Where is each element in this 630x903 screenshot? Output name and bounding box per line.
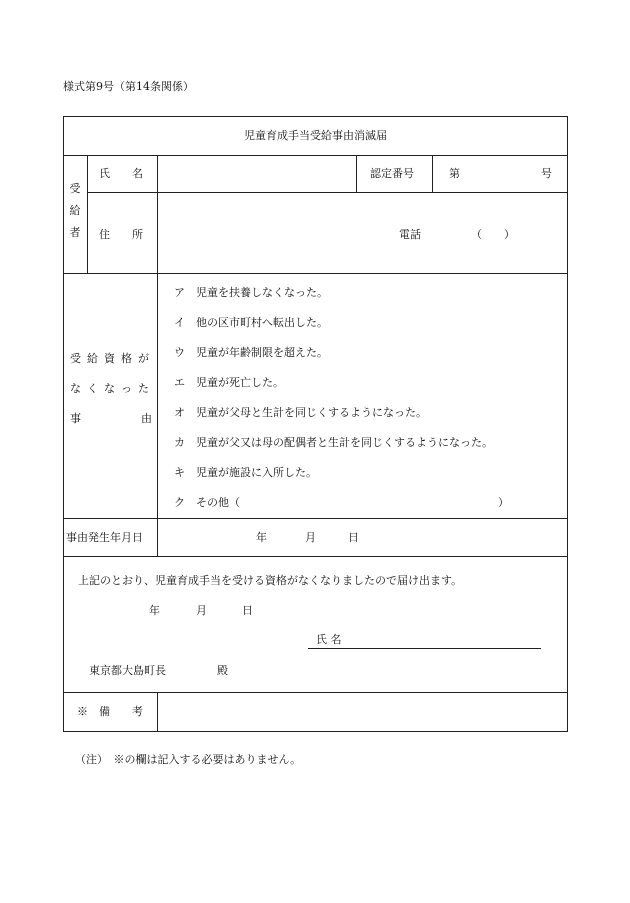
event-date-day: 日 xyxy=(348,531,359,544)
cert-number-prefix: 第 xyxy=(449,167,460,180)
recipient-group-label xyxy=(68,180,82,242)
reason-label-line: 由 xyxy=(141,412,152,425)
reason-label-line: なくなった xyxy=(70,382,155,395)
form-title: 児童育成手当受給事由消滅届 xyxy=(244,129,387,142)
phone-field[interactable]: （ ） xyxy=(471,228,515,241)
table-border-left xyxy=(63,116,64,731)
recipient-label-char: 者 xyxy=(69,226,81,239)
footnote: （注） ※の欄は記入する必要はありません。 xyxy=(75,753,302,766)
reason-option[interactable]: キ 児童が施設に入所した。 xyxy=(174,466,317,479)
table-border-bottom xyxy=(63,731,568,732)
address-label: 住 所 xyxy=(99,228,143,241)
reason-label-line: 受給資格が xyxy=(70,352,155,365)
event-date-month: 月 xyxy=(305,531,316,544)
signer-name-label: 氏 名 xyxy=(316,633,342,646)
event-date-year: 年 xyxy=(256,531,267,544)
table-divider xyxy=(87,192,568,193)
table-divider xyxy=(157,155,158,556)
other-reason-field[interactable] xyxy=(246,494,494,512)
recipient-label-char: 給 xyxy=(69,204,81,217)
table-divider xyxy=(356,155,357,192)
name-label: 氏 名 xyxy=(99,167,143,180)
declaration-month: 月 xyxy=(196,604,207,617)
table-border-top xyxy=(63,116,568,117)
address-field[interactable] xyxy=(160,196,390,270)
table-divider xyxy=(63,518,568,519)
remarks-field[interactable] xyxy=(160,695,565,728)
reason-option[interactable]: ウ 児童が年齢制限を超えた。 xyxy=(174,346,328,359)
declaration-text: 上記のとおり、児童育成手当を受ける資格がなくなりましたので届け出ます。 xyxy=(78,574,463,587)
event-date-field[interactable] xyxy=(160,521,565,553)
event-date-label: 事由発生年月日 xyxy=(66,531,143,544)
addressee-honorific: 殿 xyxy=(217,664,228,677)
reason-option[interactable]: ア 児童を扶養しなくなった。 xyxy=(174,286,328,299)
declaration-year: 年 xyxy=(149,604,160,617)
reason-option[interactable]: オ 児童が父母と生計を同じくするようになった。 xyxy=(174,406,427,419)
table-divider xyxy=(63,556,568,557)
table-divider xyxy=(432,155,433,192)
signature-line xyxy=(308,648,541,649)
cert-number-field[interactable] xyxy=(465,158,535,189)
table-divider xyxy=(63,692,568,693)
recipient-label-char: 受 xyxy=(69,182,81,195)
cert-number-suffix: 号 xyxy=(541,167,552,180)
reason-option[interactable]: イ 他の区市町村へ転出した。 xyxy=(174,316,328,329)
table-divider xyxy=(157,692,158,731)
table-divider xyxy=(63,155,568,156)
reason-option[interactable]: ク その他（ xyxy=(174,496,240,509)
table-border-right xyxy=(567,116,568,731)
table-divider xyxy=(87,155,88,273)
table-divider xyxy=(63,273,568,274)
signer-name-field[interactable] xyxy=(350,630,540,647)
remarks-label: ※ 備 考 xyxy=(77,705,143,718)
form-number: 様式第9号（第14条関係） xyxy=(63,80,194,93)
addressee: 東京都大島町長 xyxy=(89,664,166,677)
reason-option[interactable]: カ 児童が父又は母の配偶者と生計を同じくするようになった。 xyxy=(174,436,493,449)
cert-number-label: 認定番号 xyxy=(370,167,414,180)
name-field[interactable] xyxy=(160,158,353,189)
reason-label-line: 事 xyxy=(70,412,81,425)
declaration-day: 日 xyxy=(242,604,253,617)
other-reason-close: ） xyxy=(498,496,509,509)
reason-option[interactable]: エ 児童が死亡した。 xyxy=(174,376,284,389)
phone-label: 電話 xyxy=(399,228,421,241)
